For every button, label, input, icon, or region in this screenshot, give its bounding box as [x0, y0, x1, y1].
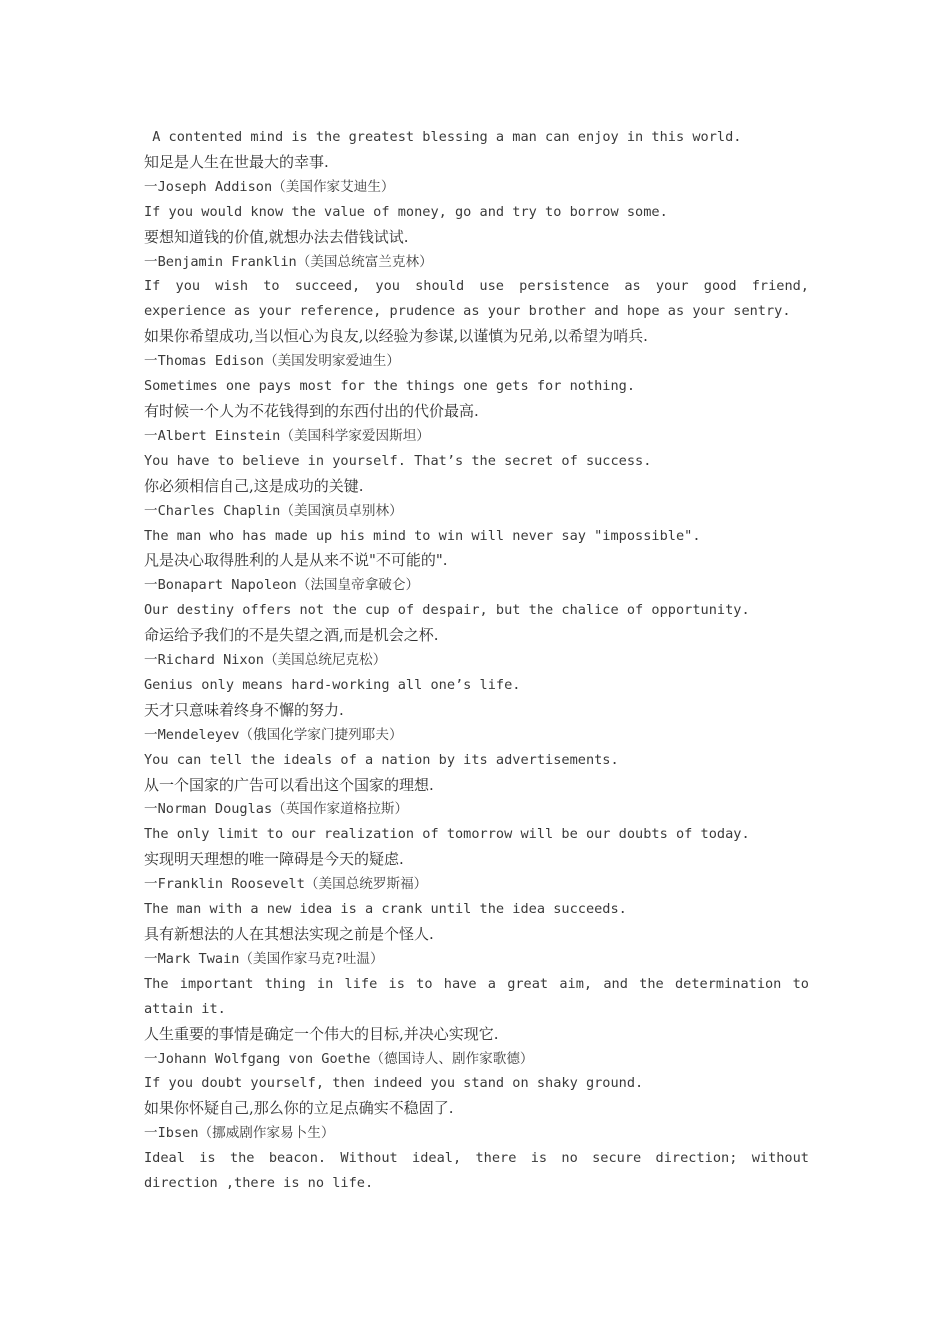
quote-author: 一Joseph Addison（美国作家艾迪生）	[144, 178, 395, 195]
quote-block	[144, 1146, 818, 1196]
quote-block	[144, 374, 809, 449]
quote-chinese: 从一个国家的广告可以看出这个国家的理想.	[144, 775, 434, 794]
quote-english: You can tell the ideals of a nation by its advertisements.	[144, 751, 619, 768]
quote-author: 一Norman Douglas（英国作家道格拉斯）	[144, 801, 409, 818]
quote-block	[144, 673, 809, 748]
quote-english: The only limit to our realization of tomorrow will be our doubts of today.	[144, 826, 750, 843]
quote-author: 一Bonapart Napoleon（法国皇帝拿破仑）	[144, 577, 420, 594]
quote-english: Ideal is the beacon. Without ideal, there is no secure direction; without direction ,there is no life.	[144, 1150, 818, 1192]
quote-author: 一Ibsen（挪威剧作家易卜生）	[144, 1125, 335, 1142]
quote-block	[144, 274, 818, 374]
quote-block	[144, 748, 809, 823]
quote-block	[144, 972, 818, 1072]
quote-english: Sometimes one pays most for the things one gets for nothing.	[144, 378, 636, 395]
quote-english: If you doubt yourself, then indeed you stand on shaky ground.	[144, 1075, 644, 1092]
quote-author: 一Mark Twain（美国作家马克?吐温）	[144, 950, 384, 967]
quote-chinese: 凡是决心取得胜利的人是从来不说"不可能的".	[144, 551, 448, 570]
quote-author: 一Thomas Edison（美国发明家爱迪生）	[144, 353, 400, 370]
quote-block	[144, 449, 809, 524]
quote-block	[144, 1071, 809, 1146]
quote-english: Genius only means hard-working all one’s life.	[144, 676, 521, 693]
quote-english: The man with a new idea is a crank until the idea succeeds.	[144, 901, 627, 918]
quote-chinese: 知足是人生在世最大的幸事.	[144, 152, 329, 171]
quote-chinese: 命运给予我们的不是失望之酒,而是机会之杯.	[144, 626, 439, 645]
quote-chinese: 如果你怀疑自己,那么你的立足点确实不稳固了.	[144, 1099, 454, 1118]
quote-author: 一Albert Einstein（美国科学家爱因斯坦）	[144, 427, 430, 444]
quote-author: 一Johann Wolfgang von Goethe（德国诗人、剧作家歌德）	[144, 1050, 534, 1067]
quote-block	[144, 125, 809, 200]
quote-chinese: 实现明天理想的唯一障碍是今天的疑虑.	[144, 850, 404, 869]
quote-english: Our destiny offers not the cup of despair, but the chalice of opportunity.	[144, 602, 750, 619]
quote-block	[144, 524, 809, 599]
quote-english: The man who has made up his mind to win will never say "impossible".	[144, 527, 701, 544]
quote-english: The important thing in life is to have a great aim, and the determination to attain it.	[144, 975, 818, 1017]
quote-english: You have to believe in yourself. That’s the secret of success.	[144, 452, 652, 469]
quote-chinese: 要想知道钱的价值,就想办法去借钱试试.	[144, 227, 409, 246]
quote-author: 一Mendeleyev（俄国化学家门捷列耶夫）	[144, 726, 403, 743]
document-body	[144, 125, 818, 1196]
quote-english: If you would know the value of money, go and try to borrow some.	[144, 203, 668, 220]
quote-chinese: 你必须相信自己,这是成功的关键.	[144, 476, 364, 495]
quote-block	[144, 822, 809, 897]
quote-chinese: 有时候一个人为不花钱得到的东西付出的代价最高.	[144, 401, 479, 420]
quote-author: 一Franklin Roosevelt（美国总统罗斯福）	[144, 876, 428, 893]
quote-english: If you wish to succeed, you should use persistence as your good friend, experience as your reference, prudence as your brother and hope as your sentry.	[144, 278, 818, 320]
quote-block	[144, 598, 809, 673]
quote-block	[144, 200, 809, 275]
quote-english: A contented mind is the greatest blessing a man can enjoy in this world.	[144, 129, 742, 145]
quote-author: 一Richard Nixon（美国总统尼克松）	[144, 652, 387, 669]
quote-chinese: 具有新想法的人在其想法实现之前是个怪人.	[144, 925, 434, 943]
quote-block	[144, 897, 809, 972]
quote-chinese: 人生重要的事情是确定一个伟大的目标,并决心实现它.	[144, 1024, 499, 1043]
quote-author: 一Charles Chaplin（美国演员卓别林）	[144, 502, 403, 519]
quote-chinese: 天才只意味着终身不懈的努力.	[144, 700, 344, 719]
quote-author: 一Benjamin Franklin（美国总统富兰克林）	[144, 253, 433, 270]
quote-chinese: 如果你希望成功,当以恒心为良友,以经验为参谋,以谨慎为兄弟,以希望为哨兵.	[144, 327, 648, 346]
